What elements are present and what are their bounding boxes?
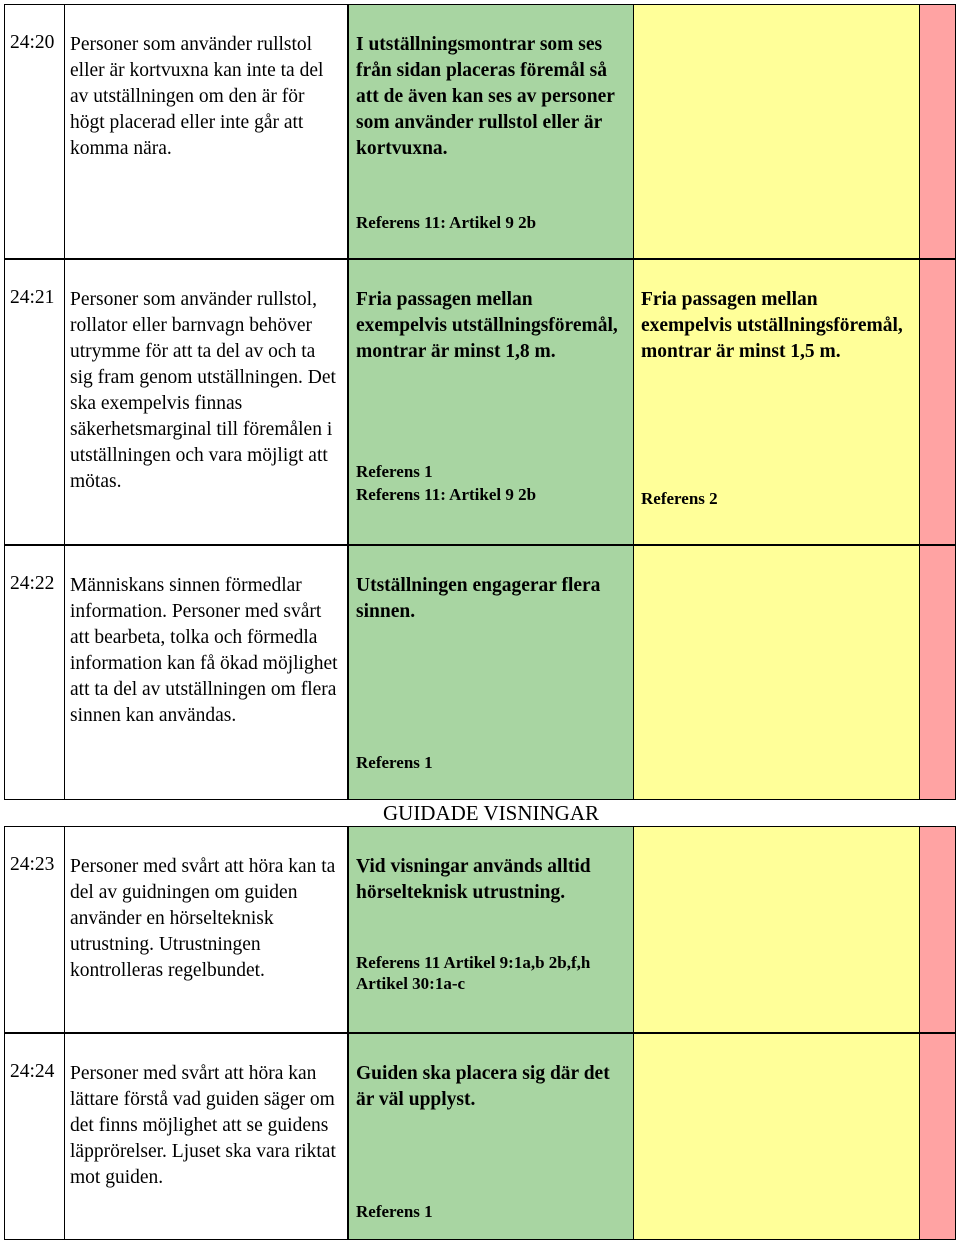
requirement-text: Fria passagen mellan exempelvis utställningsföremål, montrar är minst 1,8 m. — [356, 289, 618, 362]
recommendation-cell — [634, 4, 920, 259]
requirement-reference: Referens 1 — [356, 462, 433, 481]
requirement-cell — [348, 545, 634, 800]
row-description: Människans sinnen förmedlar information. Personer med svårt att bearbeta, tolka och förmedla information kan få ökad möjlighet att ta del av utställningen om flera sinnen kan användas. — [70, 575, 338, 726]
row-id: 24:23 — [10, 854, 55, 875]
requirement-reference: Referens 11 Artikel 9:1a,b 2b,f,h — [356, 953, 591, 972]
status-cell — [920, 826, 956, 1033]
requirement-cell — [348, 1033, 634, 1240]
requirement-cell — [348, 4, 634, 259]
row-id: 24:20 — [10, 32, 55, 53]
table-row-24-24 — [0, 1033, 960, 1240]
description-cell — [64, 1033, 348, 1240]
row-id-cell — [4, 259, 64, 545]
requirement-text: I utställningsmontrar som ses från sidan placeras föremål så att de även kan ses av personer som använder rullstol eller är kortvuxna. — [356, 34, 615, 159]
requirement-reference: Referens 11: Artikel 9 2b — [356, 213, 537, 232]
requirement-reference: Artikel 30:1a-c — [356, 974, 466, 993]
section-heading: GUIDADE VISNINGAR — [382, 801, 600, 825]
requirement-text: Utställningen engagerar flera sinnen. — [356, 575, 601, 622]
status-cell — [920, 259, 956, 545]
table-row-24-22 — [0, 545, 960, 800]
table-row-24-23 — [0, 826, 960, 1033]
recommendation-text: Fria passagen mellan exempelvis utställningsföremål, montrar är minst 1,5 m. — [641, 289, 903, 362]
recommendation-cell — [634, 826, 920, 1033]
requirement-text: Vid visningar används alltid hörselteknisk utrustning. — [356, 856, 591, 903]
requirement-reference: Referens 1 — [356, 1202, 433, 1221]
table-row-24-20 — [0, 4, 960, 259]
description-cell — [64, 259, 348, 545]
row-id: 24:22 — [10, 573, 55, 594]
row-id: 24:24 — [10, 1061, 55, 1082]
recommendation-reference: Referens 2 — [641, 489, 718, 508]
row-description: Personer med svårt att höra kan lättare förstå vad guiden säger om det finns möjlighet att se guidens läpprörelser. Ljuset ska vara riktat mot guiden. — [70, 1063, 336, 1188]
row-description: Personer med svårt att höra kan ta del av guidningen om guiden använder en hörselteknisk utrustning. Utrustningen kontrolleras regelbundet. — [70, 856, 336, 981]
table-row-24-21 — [0, 259, 960, 545]
status-cell — [920, 4, 956, 259]
recommendation-cell — [634, 259, 920, 545]
requirement-cell — [348, 259, 634, 545]
description-cell — [64, 4, 348, 259]
description-cell — [64, 826, 348, 1033]
row-description: Personer som använder rullstol, rollator eller barnvagn behöver utrymme för att ta del av och ta sig fram genom utställningen. Det ska exempelvis finnas säkerhetsmarginal till föremålen i utställningen och vara möjligt att mötas. — [70, 289, 336, 492]
recommendation-cell — [634, 545, 920, 800]
requirement-reference: Referens 11: Artikel 9 2b — [356, 485, 537, 504]
description-cell — [64, 545, 348, 800]
row-description: Personer som använder rullstol eller är kortvuxna kan inte ta del av utställningen om den är för högt placerad eller inte går att komma nära. — [70, 34, 324, 159]
row-id-cell — [4, 826, 64, 1033]
row-id-cell — [4, 4, 64, 259]
row-id-cell — [4, 545, 64, 800]
requirement-reference: Referens 1 — [356, 753, 433, 772]
status-cell — [920, 1033, 956, 1240]
requirement-cell — [348, 826, 634, 1033]
row-id-cell — [4, 1033, 64, 1240]
requirement-text: Guiden ska placera sig där det är väl upplyst. — [356, 1063, 610, 1110]
row-id: 24:21 — [10, 287, 55, 308]
recommendation-cell — [634, 1033, 920, 1240]
status-cell — [920, 545, 956, 800]
